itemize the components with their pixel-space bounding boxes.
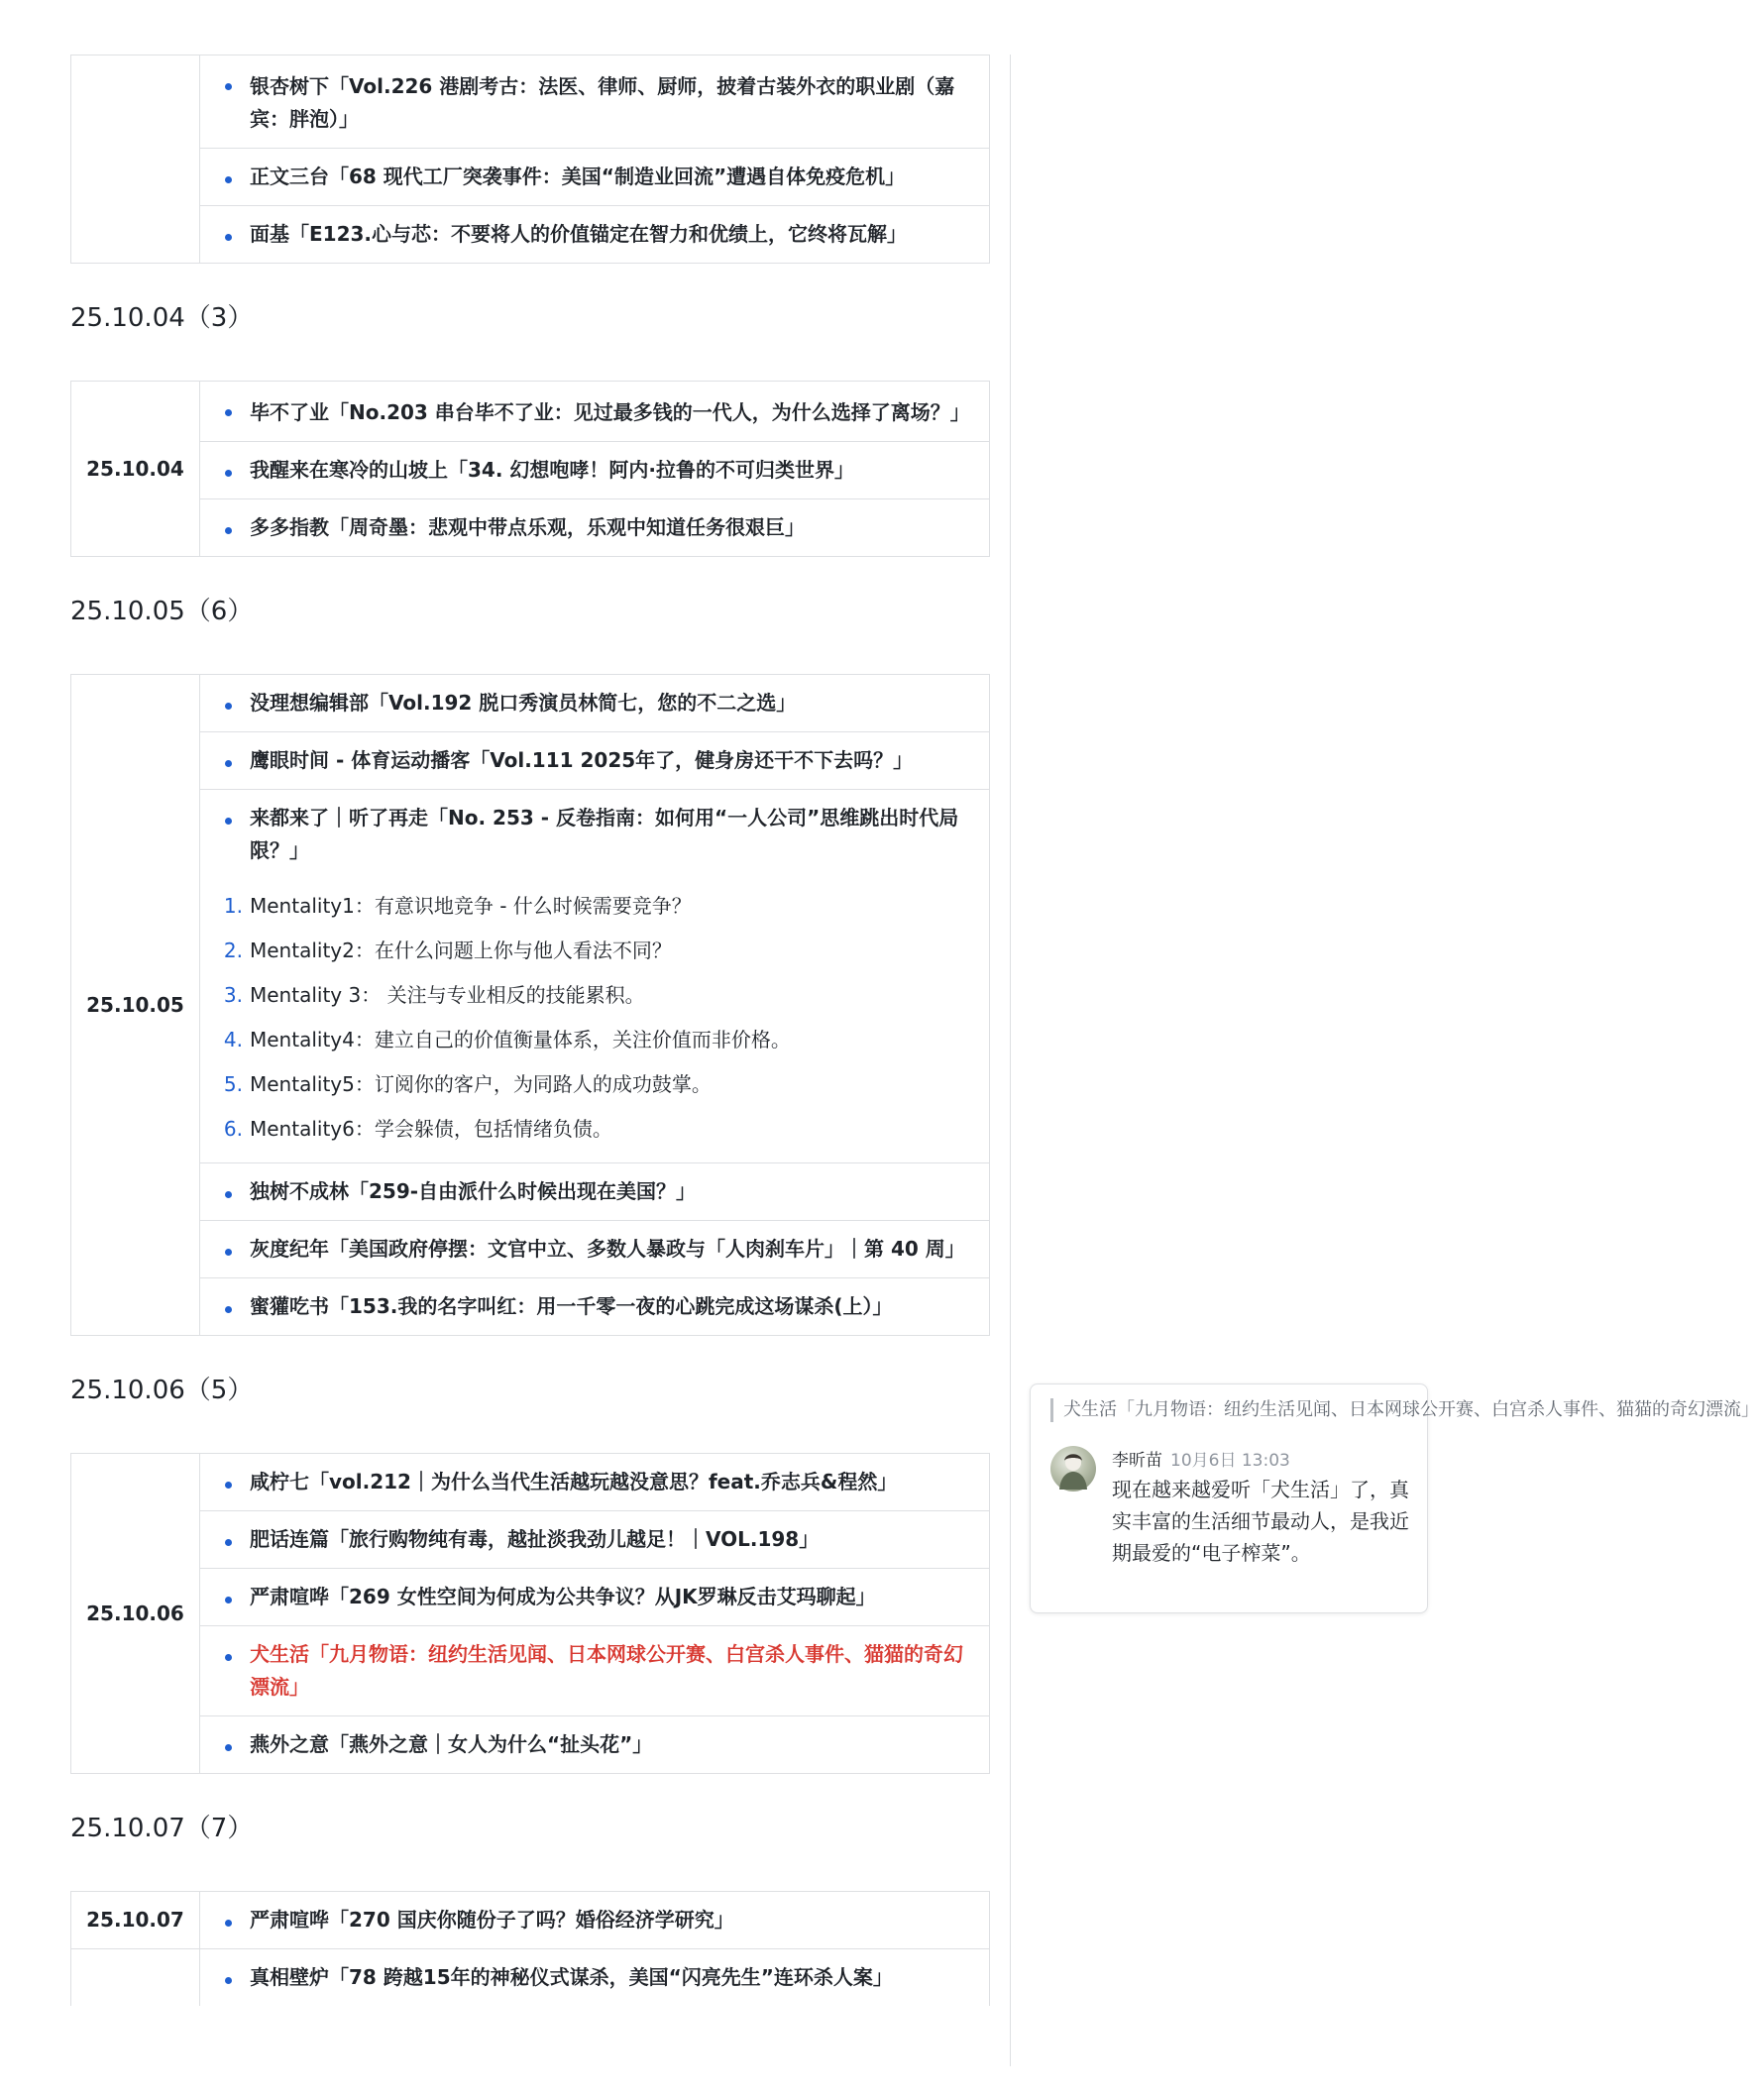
date-cell: 25.10.04 — [71, 382, 200, 557]
comment-text: 现在越来越爱听「犬生活」了，真实丰富的生活细节最动人，是我近期最爱的“电子榨菜”。 — [1112, 1478, 1409, 1565]
list-item-text: Mentality6：学会躲债，包括情绪负债。 — [250, 1117, 612, 1141]
avatar-image-icon — [1050, 1446, 1096, 1492]
episode-item[interactable]: 真相壁炉「78 跨越15年的神秘仪式谋杀，美国“闪亮先生”连环杀人案」 — [201, 1950, 988, 2005]
mentality-list — [201, 878, 988, 1161]
episode-item[interactable]: 灰度纪年「美国政府停摆：文官中立、多数人暴政与「人肉刹车片」｜第 40 周」 — [201, 1222, 988, 1276]
date-cell: 25.10.06 — [71, 1454, 200, 1774]
list-item-text: Mentality 3： 关注与专业相反的技能累积。 — [250, 983, 645, 1007]
list-number: 2. — [223, 939, 243, 962]
table-row — [200, 1626, 990, 1716]
table-row — [200, 1454, 990, 1511]
episode-item[interactable]: 鹰眼时间 - 体育运动播客「Vol.111 2025年了，健身房还干不下去吗？」 — [201, 733, 988, 788]
episode-item[interactable]: 独树不成林「259-自由派什么时候出现在美国？」 — [201, 1164, 988, 1219]
comment-card[interactable] — [1030, 1383, 1759, 1613]
table-row — [200, 382, 990, 442]
list-number: 5. — [223, 1072, 243, 1096]
table-row — [200, 1892, 990, 1949]
date-cell: 25.10.07 — [71, 1892, 200, 1949]
date-cell: 25.10.05 — [71, 675, 200, 1336]
list-item-text: Mentality5：订阅你的客户，为同路人的成功鼓掌。 — [250, 1072, 712, 1096]
episode-item[interactable]: 面基「E123.心与芯：不要将人的价值锚定在智力和优绩上，它终将瓦解」 — [201, 207, 988, 262]
table-25-10-07 — [70, 1891, 990, 2006]
episode-item-commented[interactable]: 犬生活「九月物语：纽约生活见闻、日本网球公开赛、白宫杀人事件、猫猫的奇幻漂流」 — [201, 1627, 988, 1714]
episode-item[interactable]: 严肃喧哗「270 国庆你随份子了吗？婚俗经济学研究」 — [201, 1893, 988, 1947]
comment-author[interactable]: 李昕苗 — [1112, 1451, 1162, 1471]
table-row — [200, 1511, 990, 1569]
comment-meta — [1112, 1446, 1290, 1471]
episode-item[interactable]: 燕外之意「燕外之意｜女人为什么“扯头花”」 — [201, 1717, 988, 1772]
table-25-10-04 — [70, 381, 990, 557]
list-number: 6. — [223, 1117, 243, 1141]
table-row — [200, 1221, 990, 1278]
episode-item[interactable]: 严肃喧哗「269 女性空间为何成为公共争议？从JK罗琳反击艾玛聊起」 — [201, 1570, 988, 1624]
episode-item[interactable]: 银杏树下「Vol.226 港剧考古：法医、律师、厨师，披着古装外衣的职业剧（嘉宾：胖泡）」 — [201, 56, 988, 147]
avatar[interactable] — [1050, 1446, 1096, 1492]
list-number: 1. — [223, 894, 243, 918]
date-cell-empty — [71, 55, 200, 264]
table-row — [200, 1716, 990, 1774]
list-item-text: Mentality2：在什么问题上你与他人看法不同？ — [250, 939, 672, 962]
document-body — [70, 0, 990, 2006]
comment-divider — [1010, 55, 1011, 2066]
section-heading: 25.10.04（3） — [70, 303, 254, 333]
comment-quote[interactable]: 犬生活「九月物语：纽约生活见闻、日本网球公开赛、白宫杀人事件、猫猫的奇幻漂流」 — [1050, 1398, 1420, 1422]
list-item — [201, 929, 968, 973]
table-row — [200, 732, 990, 790]
section-heading: 25.10.07（7） — [70, 1814, 254, 1843]
table-25-10-05 — [70, 674, 990, 1336]
episode-item[interactable]: 毕不了业「No.203 串台毕不了业：见过最多钱的一代人，为什么选择了离场？」 — [201, 383, 988, 440]
table-row — [200, 1278, 990, 1336]
episode-item[interactable]: 肥话连篇「旅行购物纯有毒，越扯淡我劲儿越足！｜VOL.198」 — [201, 1512, 988, 1567]
list-number: 3. — [223, 983, 243, 1007]
table-row — [200, 149, 990, 206]
list-item — [201, 1018, 968, 1062]
table-row — [200, 55, 990, 149]
table-row — [200, 790, 990, 1163]
list-item-text: Mentality1：有意识地竞争 - 什么时候需要竞争？ — [250, 894, 692, 918]
table-row — [200, 1569, 990, 1626]
section-heading: 25.10.06（5） — [70, 1376, 254, 1405]
list-item — [201, 884, 968, 929]
list-item — [201, 973, 968, 1018]
episode-item[interactable]: 多多指教「周奇墨：悲观中带点乐观，乐观中知道任务很艰巨」 — [201, 500, 988, 555]
table-row — [200, 1163, 990, 1221]
episode-item[interactable]: 我醒来在寒冷的山坡上「34. 幻想咆哮！阿内·拉鲁的不可归类世界」 — [201, 443, 988, 497]
comment-time: 10月6日 13:03 — [1170, 1451, 1290, 1471]
episode-item[interactable]: 咸柠七「vol.212｜为什么当代生活越玩越没意思？feat.乔志兵&程然」 — [201, 1455, 988, 1509]
table-25-10-06 — [70, 1453, 990, 1774]
date-cell-cont — [71, 1949, 200, 2007]
table-row — [200, 206, 990, 264]
table-row — [200, 675, 990, 732]
table-row — [200, 1949, 990, 2007]
episode-item[interactable]: 没理想编辑部「Vol.192 脱口秀演员林简七，您的不二之选」 — [201, 676, 988, 730]
table-row — [200, 499, 990, 557]
list-number: 4. — [223, 1028, 243, 1051]
table-row — [200, 442, 990, 499]
section-heading: 25.10.05（6） — [70, 597, 254, 626]
episode-item[interactable]: 蜜獾吃书「153.我的名字叫红：用一千零一夜的心跳完成这场谋杀(上）」 — [201, 1279, 988, 1334]
list-item — [201, 1107, 968, 1152]
episode-item[interactable]: 来都来了｜听了再走「No. 253 - 反卷指南：如何用“一人公司”思维跳出时代局限？」 — [201, 791, 988, 878]
table-continued — [70, 55, 990, 264]
list-item-text: Mentality4：建立自己的价值衡量体系，关注价值而非价格。 — [250, 1028, 791, 1051]
episode-item[interactable]: 正文三台「68 现代工厂突袭事件：美国“制造业回流”遭遇自体免疫危机」 — [201, 150, 988, 204]
list-item — [201, 1062, 968, 1107]
